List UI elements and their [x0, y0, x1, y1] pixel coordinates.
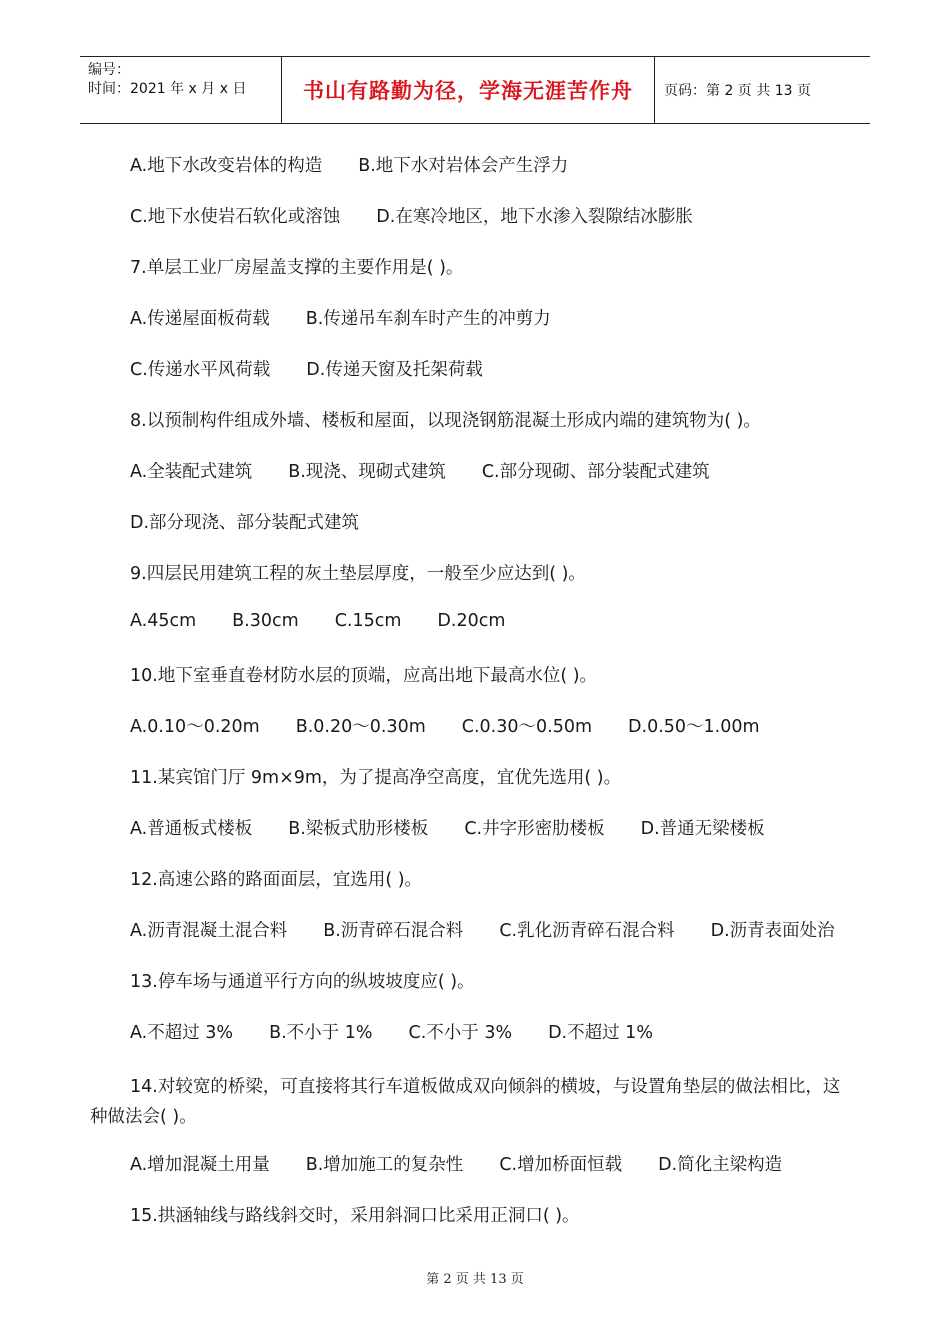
- answer-option: D.不超过 1%: [548, 1023, 653, 1043]
- answer-option: D.简化主梁构造: [658, 1155, 783, 1175]
- answer-option: A.0.10～0.20m: [130, 717, 260, 737]
- question-text: 13.停车场与通道平行方向的纵坡坡度应( )。: [130, 972, 475, 992]
- text-line: [130, 713, 760, 738]
- question-text: 11.某宾馆门厅 9m×9m，为了提高净空高度，宜优先选用( )。: [130, 768, 622, 788]
- header-motto: 书山有路勤为径，学海无涯苦作舟: [303, 79, 633, 103]
- answer-option: B.30cm: [232, 611, 299, 631]
- text-line: [130, 203, 693, 228]
- answer-option: C.井字形密肋楼板: [464, 819, 605, 839]
- text-line: [130, 815, 765, 840]
- text-line: [130, 968, 475, 993]
- answer-option: D.传递天窗及托架荷载: [306, 360, 483, 380]
- answer-option: B.梁板式肋形楼板: [288, 819, 429, 839]
- header-divider-right: [654, 57, 655, 123]
- question-14-text: 14.对较宽的桥梁，可直接将其行车道板做成双向倾斜的横坡，与设置角垫层的做法相比，这种做法会( )。: [90, 1077, 841, 1127]
- text-line: [130, 662, 597, 687]
- document-number-label: 编号：: [88, 62, 130, 78]
- header-page-info: 页码：第 2 页 共 13 页: [664, 83, 811, 99]
- text-line: [130, 1151, 782, 1176]
- page-header: [80, 56, 870, 124]
- text-line: [130, 458, 710, 483]
- text-line: [130, 611, 505, 631]
- text-line: [130, 254, 463, 279]
- answer-option: D.20cm: [437, 611, 506, 631]
- document-time-label: 时间：2021 年 x 月 x 日: [88, 81, 247, 97]
- answer-option: A.增加混凝土用量: [130, 1155, 270, 1175]
- text-line: [130, 866, 422, 891]
- text-line: [130, 356, 483, 381]
- text-line: [130, 917, 835, 942]
- answer-option: C.部分现砌、部分装配式建筑: [481, 462, 710, 482]
- answer-option: D.沥青表面处治: [710, 921, 835, 941]
- answer-option: B.地下水对岩体会产生浮力: [358, 156, 569, 176]
- text-line: [130, 1202, 580, 1227]
- answer-option: C.不小于 3%: [408, 1023, 513, 1043]
- question-text: D.部分现浇、部分装配式建筑: [130, 513, 360, 533]
- answer-option: B.0.20～0.30m: [295, 717, 426, 737]
- answer-option: D.0.50～1.00m: [628, 717, 760, 737]
- answer-option: C.地下水使岩石软化或溶蚀: [130, 207, 341, 227]
- text-line: [130, 152, 568, 177]
- answer-option: B.现浇、现砌式建筑: [288, 462, 446, 482]
- text-line: [130, 764, 621, 789]
- text-line: [130, 1019, 653, 1044]
- text-line: [130, 509, 359, 534]
- text-line: [130, 305, 551, 330]
- answer-option: A.不超过 3%: [130, 1023, 234, 1043]
- answer-option: B.沥青碎石混合料: [323, 921, 464, 941]
- answer-option: A.沥青混凝土混合料: [130, 921, 288, 941]
- answer-option: A.45cm: [130, 611, 197, 631]
- question-text: 10.地下室垂直卷材防水层的顶端，应高出地下最高水位( )。: [130, 666, 598, 686]
- text-line: [130, 407, 761, 432]
- answer-option: C.增加桥面恒载: [499, 1155, 623, 1175]
- answer-option: D.普通无梁楼板: [640, 819, 765, 839]
- question-text: 9.四层民用建筑工程的灰土垫层厚度，一般至少应达到( )。: [130, 564, 586, 584]
- question-text: 8.以预制构件组成外墙、楼板和屋面，以现浇钢筋混凝土形成内端的建筑物为( )。: [130, 411, 761, 431]
- answer-option: B.不小于 1%: [269, 1023, 373, 1043]
- answer-option: A.普通板式楼板: [130, 819, 253, 839]
- answer-option: C.0.30～0.50m: [461, 717, 593, 737]
- page-footer: 第 2 页 共 13 页: [426, 1272, 524, 1287]
- header-meta: [88, 61, 246, 99]
- answer-option: A.地下水改变岩体的构造: [130, 156, 323, 176]
- answer-option: A.全装配式建筑: [130, 462, 253, 482]
- answer-option: D.在寒冷地区，地下水渗入裂隙结冰膨胀: [376, 207, 693, 227]
- answer-option: B.传递吊车刹车时产生的冲剪力: [305, 309, 551, 329]
- question-text: 7.单层工业厂房屋盖支撑的主要作用是( )。: [130, 258, 464, 278]
- answer-option: C.乳化沥青碎石混合料: [499, 921, 675, 941]
- question-text: 15.拱涵轴线与路线斜交时，采用斜洞口比采用正洞口( )。: [130, 1206, 580, 1226]
- answer-option: C.15cm: [334, 611, 402, 631]
- answer-option: C.传递水平风荷载: [130, 360, 271, 380]
- text-line: [130, 560, 586, 585]
- answer-option: B.增加施工的复杂性: [305, 1155, 464, 1175]
- answer-option: A.传递屋面板荷载: [130, 309, 270, 329]
- question-text: 12.高速公路的路面面层，宜选用( )。: [130, 870, 423, 890]
